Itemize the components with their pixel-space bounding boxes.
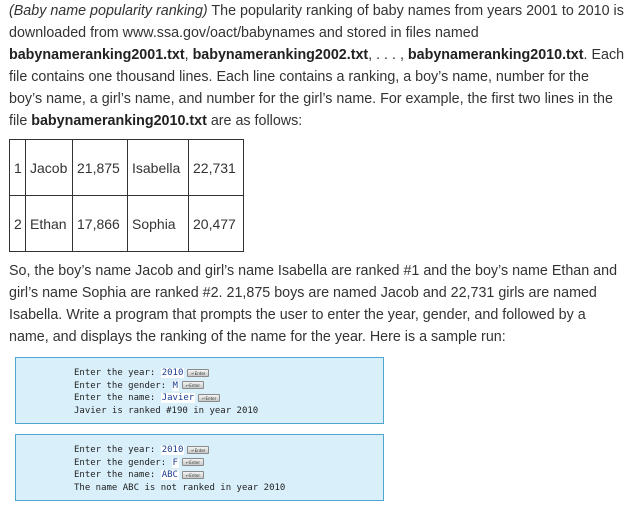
ranking-table xyxy=(9,139,244,252)
sample-run-1 xyxy=(15,357,384,424)
user-input: F xyxy=(172,457,178,468)
user-input: 2010 xyxy=(161,445,184,455)
run-line-name xyxy=(74,392,383,405)
table-cell-girl-name: Sophia xyxy=(128,196,189,252)
prompt-text: Enter the year: xyxy=(74,445,161,455)
table-cell-boy-name: Jacob xyxy=(26,140,73,196)
table-cell-girl-count: 20,477 xyxy=(189,196,244,252)
intro-text-3: are as follows: xyxy=(206,113,303,129)
description-paragraph: So, the boy’s name Jacob and girl’s name Isabella are ranked #1 and the boy’s name Ethan and girl’s name Sophia are ranked #2. 21,875 boys are named Jacob and 22,731 girls are named Isabella. Write a program that prompts the user to enter the year, gender, and followed by a name, and displays the ranking of the name for the year. Here is a sample run: xyxy=(9,263,618,345)
file-name-2010: babynameranking2010.txt xyxy=(407,47,584,63)
table-row xyxy=(10,140,244,196)
enter-key-icon: ↵Enter xyxy=(182,381,204,389)
run-line-gender xyxy=(74,380,383,393)
user-input: M xyxy=(172,380,178,391)
enter-key-icon: ↵Enter xyxy=(187,446,209,454)
intro-text-2: . Each file contains one thousand lines. Each line contains a ranking, a boy’s name, number for the boy’s name, a girl’s name, and number for the girl’s name. For example, the first two lines in the file xyxy=(9,47,625,129)
prompt-text: Enter the year: xyxy=(74,368,161,378)
user-input: ABC xyxy=(161,470,178,480)
intro-paragraph xyxy=(9,0,625,132)
prompt-text: Enter the gender: xyxy=(74,380,172,391)
table-cell-girl-name: Isabella xyxy=(128,140,189,196)
table-cell-rank: 2 xyxy=(10,196,26,252)
table-row xyxy=(10,196,244,252)
run-line-year xyxy=(74,367,383,380)
table-cell-rank: 1 xyxy=(10,140,26,196)
prompt-text: Enter the name: xyxy=(74,393,161,403)
separator-2: , . . . , xyxy=(368,47,408,63)
user-input: Javier xyxy=(161,393,195,403)
user-input: 2010 xyxy=(161,368,184,378)
exercise-title: (Baby name popularity ranking) xyxy=(9,3,208,19)
table-cell-boy-count: 17,866 xyxy=(73,196,128,252)
table-cell-boy-count: 21,875 xyxy=(73,140,128,196)
prompt-text: Enter the name: xyxy=(74,470,161,480)
run-output: The name ABC is not ranked in year 2010 xyxy=(74,482,286,493)
prompt-text: Enter the gender: xyxy=(74,457,172,468)
table-cell-girl-count: 22,731 xyxy=(189,140,244,196)
separator-1: , xyxy=(184,47,193,63)
run-output: Javier is ranked #190 in year 2010 xyxy=(74,405,259,416)
enter-key-icon: ↵Enter xyxy=(198,394,220,402)
table-cell-boy-name: Ethan xyxy=(26,196,73,252)
enter-key-icon: ↵Enter xyxy=(182,458,204,466)
enter-key-icon: ↵Enter xyxy=(187,369,209,377)
intro-text-1: The popularity ranking of baby names from years 2001 to 2010 is downloaded from www.ssa.gov/oact/babynames and stored in files named xyxy=(9,3,624,41)
file-name-2002: babynameranking2002.txt xyxy=(192,47,369,63)
file-name-example: babynameranking2010.txt xyxy=(31,113,207,129)
run-line-gender xyxy=(74,457,383,470)
run-line-year xyxy=(74,444,383,457)
file-name-2001: babynameranking2001.txt xyxy=(9,47,185,63)
enter-key-icon: ↵Enter xyxy=(182,471,204,479)
sample-run-2 xyxy=(15,434,384,501)
run-line-name xyxy=(74,469,383,482)
